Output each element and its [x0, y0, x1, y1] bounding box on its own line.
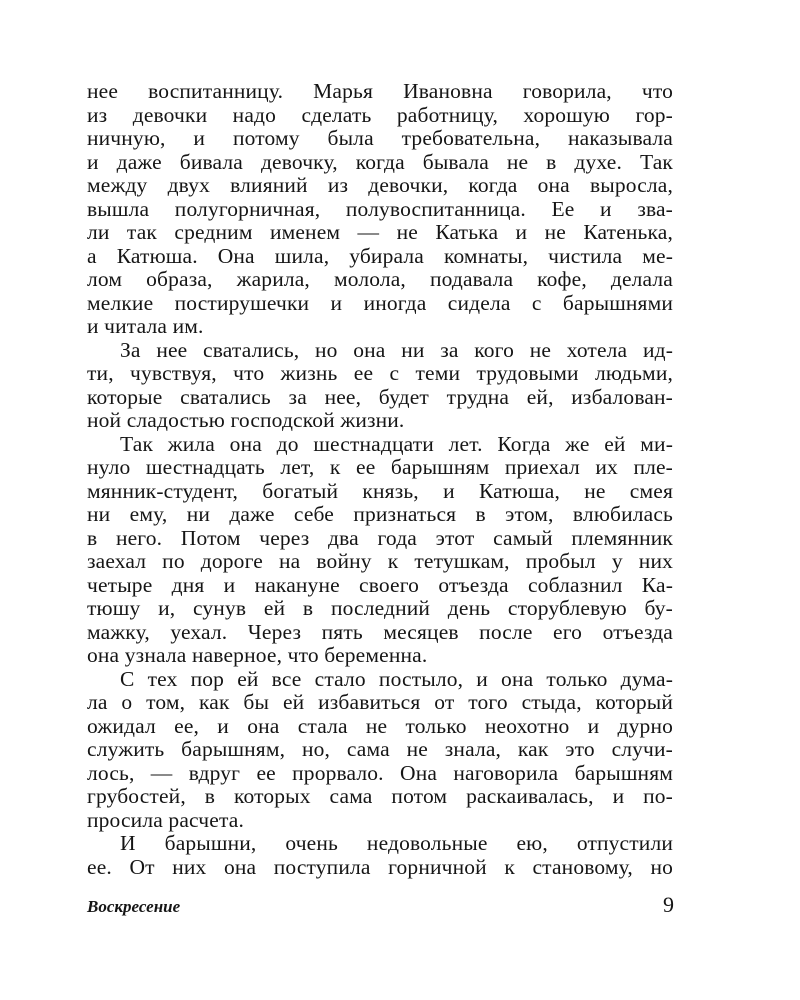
text-line: ожидал ее, и она стала не только неохотно и дурно — [87, 713, 673, 738]
body-text — [87, 80, 673, 879]
paragraph — [87, 668, 673, 833]
paragraph — [87, 433, 673, 668]
text-line: мажку, уехал. Через пять месяцев после его отъезда — [87, 619, 673, 644]
text-line: четыре дня и накануне своего отъезда соблазнил Ка- — [87, 572, 673, 597]
text-line: мянник-студент, богатый князь, и Катюша, не смея — [87, 478, 673, 503]
paragraph — [87, 339, 673, 433]
text-line: ти, чувствуя, что жизнь ее с теми трудовыми людьми, — [87, 361, 673, 385]
text-line: нее воспитанницу. Марья Ивановна говорила, что — [87, 79, 673, 103]
text-line: служить барышням, но, сама не знала, как это случи- — [87, 737, 673, 761]
text-line: и даже бивала девочку, когда бывала не в духе. Так — [87, 149, 673, 174]
text-line: из девочки надо сделать работницу, хорошую гор- — [87, 102, 673, 127]
text-line: ее. От них она поступила горничной к становому, но — [87, 854, 673, 879]
text-line: ла о том, как бы ей избавиться от того стыда, который — [87, 690, 673, 714]
text-line: ни ему, ни даже себе признаться в этом, влюбилась — [87, 502, 673, 526]
text-line: заехал по дороге на войну к тетушкам, пробыл у них — [87, 549, 673, 573]
text-line: ли так средним именем — не Катька и не Катенька, — [87, 220, 673, 244]
running-footer-title: Воскресение — [87, 897, 181, 916]
text-line: и читала им. — [87, 314, 204, 338]
text-line: лось, — вдруг ее прорвало. Она наговорила барышням — [87, 760, 673, 785]
text-line: в него. Потом через два года этот самый племянник — [87, 525, 673, 550]
text-line: И барышни, очень недовольные ею, отпустили — [120, 831, 673, 855]
text-line: просила расчета. — [87, 807, 244, 832]
text-line: С тех пор ей все стало постыло, и она только дума- — [120, 666, 673, 691]
text-line: вышла полугорничная, полувоспитанница. Ее и зва- — [87, 196, 673, 221]
text-line: нуло шестнадцать лет, к ее барышням приехал их пле- — [87, 455, 673, 479]
paragraph — [87, 80, 673, 339]
text-line: Так жила она до шестнадцати лет. Когда же ей ми- — [120, 431, 673, 456]
paragraph — [87, 832, 673, 879]
text-line: За нее сватались, но она ни за кого не хотела ид- — [120, 337, 673, 362]
text-line: тюшу и, сунув ей в последний день сторублевую бу- — [87, 596, 673, 620]
text-line: которые сватались за нее, будет трудна ей, избалован- — [87, 384, 673, 409]
text-line: лом образа, жарила, молола, подавала кофе, делала — [87, 267, 673, 291]
text-line: мелкие постирушечки и иногда сидела с барышнями — [87, 290, 673, 315]
page-number: 9 — [663, 892, 674, 917]
text-line: ничную, и потому была требовательна, наказывала — [87, 126, 673, 150]
text-line: ной сладостью господской жизни. — [87, 408, 405, 432]
text-line: а Катюша. Она шила, убирала комнаты, чистила ме- — [87, 243, 673, 268]
text-line: между двух влияний из девочки, когда она выросла, — [87, 173, 673, 197]
text-line: она узнала наверное, что беременна. — [87, 643, 428, 667]
text-line: грубостей, в которых сама потом раскаивалась, и по- — [87, 784, 673, 808]
